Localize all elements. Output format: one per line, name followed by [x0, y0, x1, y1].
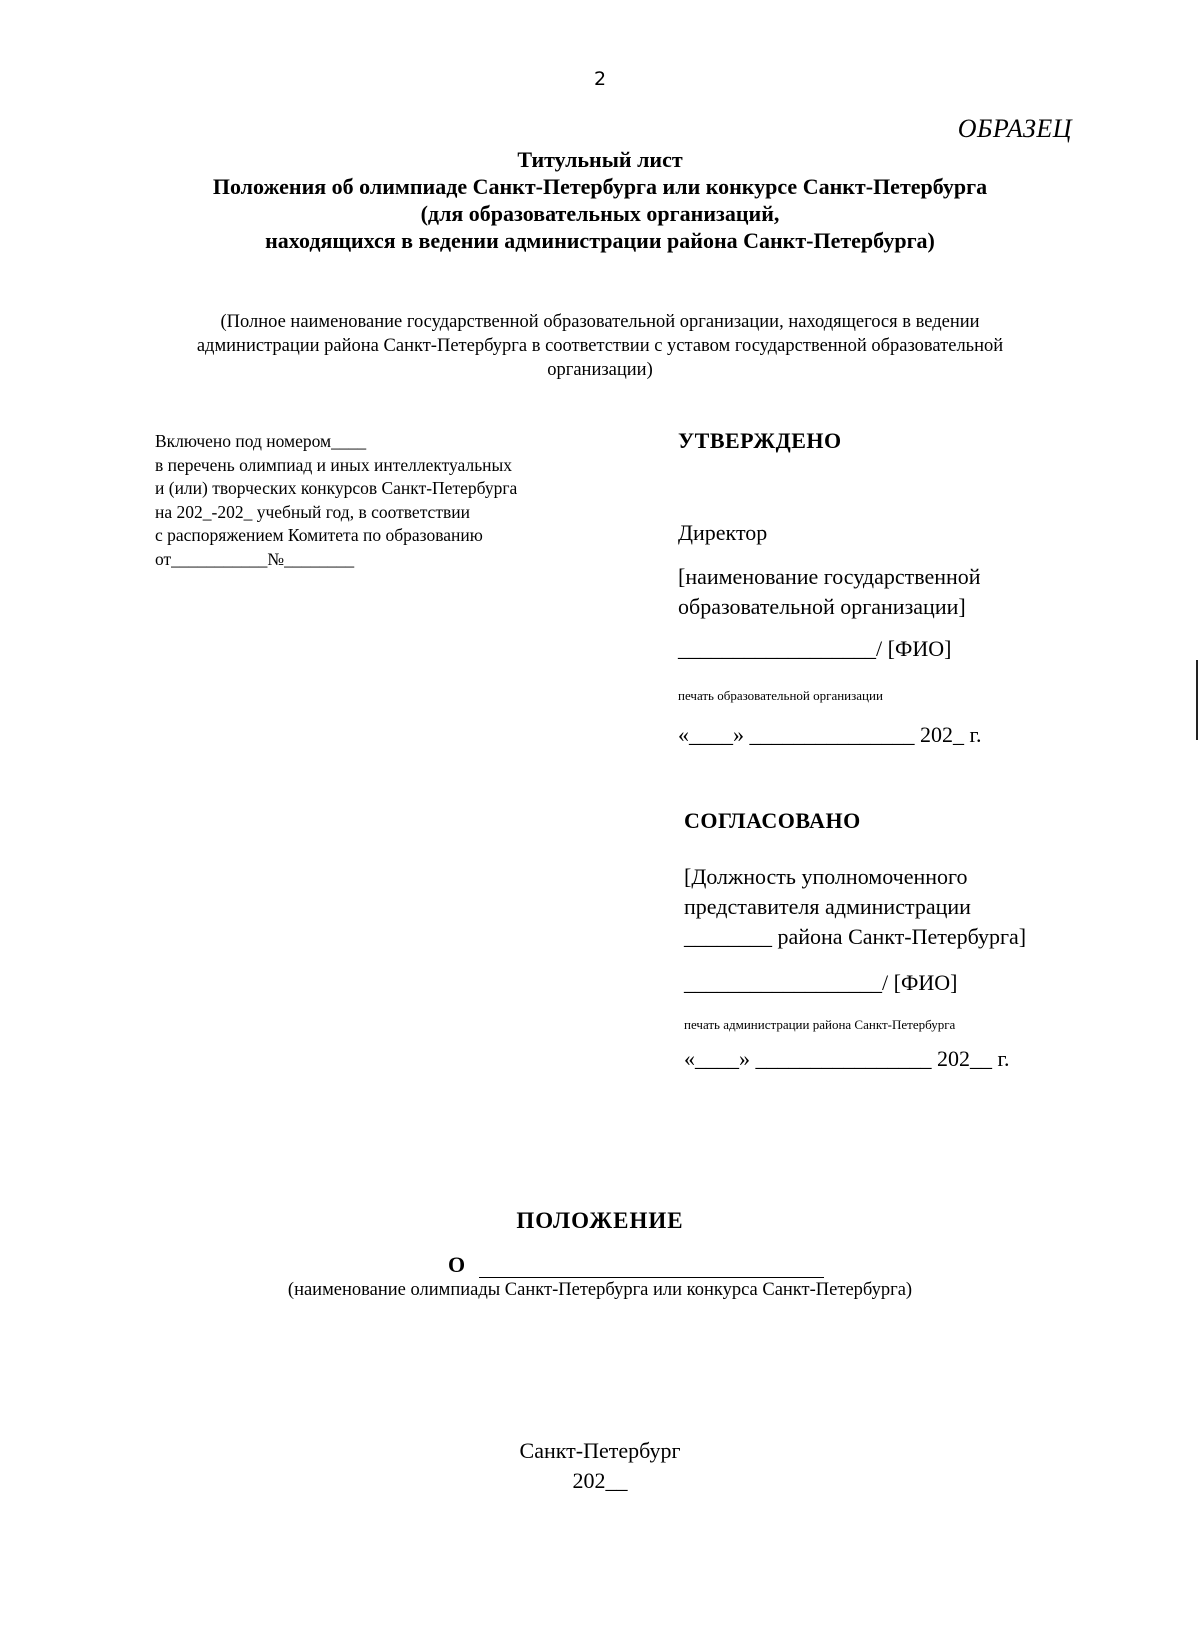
inclusion-line-4: на 202_-202_ учебный год, в соответствии	[155, 501, 470, 522]
org-name-note	[0, 310, 1200, 382]
footer-city: Санкт-Петербург	[519, 1438, 681, 1463]
title-line-4: находящихся в ведении администрации района Санкт-Петербурга)	[265, 228, 935, 253]
title-line-2: Положения об олимпиаде Санкт-Петербурга или конкурсе Санкт-Петербурга	[212, 174, 988, 199]
director-signature-line: __________________/ [ФИО]	[678, 636, 952, 661]
sample-label: ОБРАЗЕЦ	[957, 114, 1072, 143]
org-note-line-2: администрации района Санкт-Петербурга в соответствии с уставом государственной образовательной	[196, 336, 1004, 356]
footer-year: 202__	[572, 1468, 628, 1493]
title-block	[0, 146, 1200, 254]
inclusion-block	[155, 430, 517, 571]
inclusion-line-5: с распоряжением Комитета по образованию	[155, 525, 483, 545]
agreed-role-line-3: ________ района Санкт-Петербурга]	[684, 924, 1027, 949]
inclusion-line-1: Включено под номером____	[155, 431, 367, 451]
org-note-line-1: (Полное наименование государственной образовательной организации, находящегося в ведении	[220, 312, 980, 332]
inclusion-line-6: от___________№________	[155, 548, 355, 569]
subject-blank-line	[479, 1255, 824, 1278]
director-org-line-2: образовательной организации]	[678, 594, 966, 619]
scan-edge-mark	[1196, 660, 1198, 740]
agreed-seal-note: печать администрации района Санкт-Петербурга	[684, 1017, 956, 1032]
document-subject	[448, 1252, 824, 1278]
subject-prefix: О	[448, 1252, 466, 1277]
agreed-signature-line: __________________/ [ФИО]	[684, 970, 958, 995]
approved-heading: УТВЕРЖДЕНО	[678, 428, 842, 453]
inclusion-line-2: в перечень олимпиад и иных интеллектуальных	[155, 454, 513, 475]
director-org-line-1: [наименование государственной	[678, 564, 981, 589]
title-line-3: (для образовательных организаций,	[420, 201, 780, 226]
director-date-line: «____» _______________ 202_ г.	[678, 722, 982, 747]
inclusion-line-3: и (или) творческих конкурсов Санкт-Петербурга	[155, 478, 518, 498]
director-org-placeholder	[678, 562, 981, 622]
page-number: 2	[593, 68, 607, 90]
title-line-1: Титульный лист	[517, 147, 683, 172]
agreed-date-line: «____» ________________ 202__ г.	[684, 1046, 1010, 1071]
org-note-line-3: организации)	[547, 360, 653, 380]
director-position: Директор	[678, 520, 768, 545]
director-seal-note: печать образовательной организации	[678, 688, 883, 703]
agreed-heading: СОГЛАСОВАНО	[684, 808, 861, 833]
agreed-role-line-2: представителя администрации	[684, 894, 971, 919]
subject-note: (наименование олимпиады Санкт-Петербурга или конкурса Санкт-Петербурга)	[287, 1280, 913, 1300]
agreed-role-placeholder	[684, 862, 1026, 952]
agreed-role-line-1: [Должность уполномоченного	[684, 864, 968, 889]
document-title: ПОЛОЖЕНИЕ	[516, 1208, 684, 1233]
